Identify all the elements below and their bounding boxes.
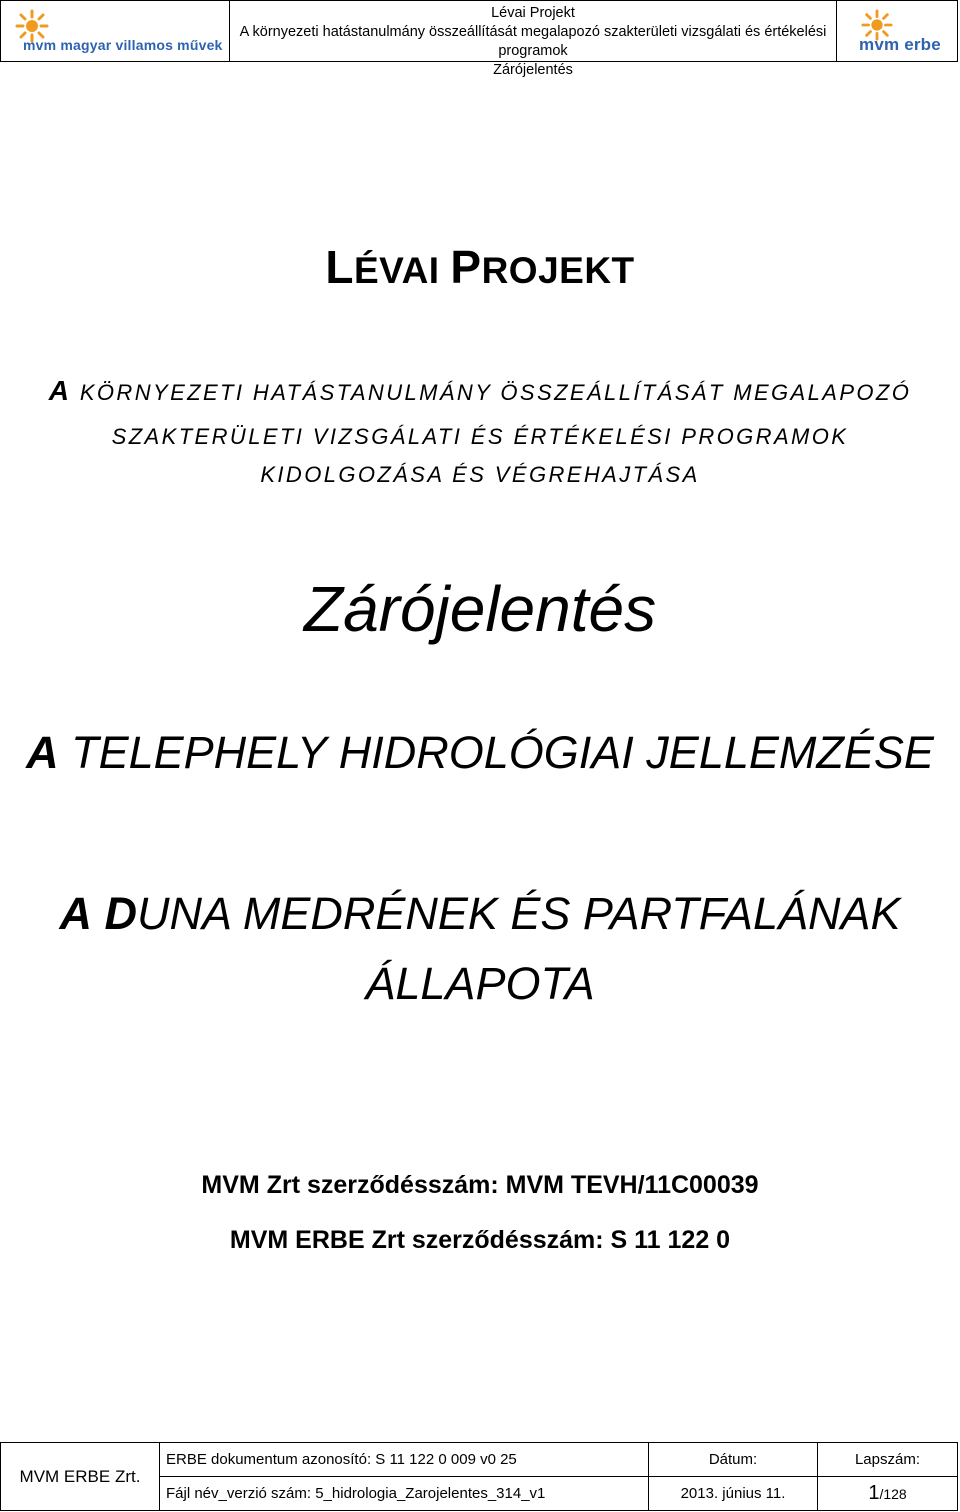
program-line-2: SZAKTERÜLETI VIZSGÁLATI ÉS ÉRTÉKELÉSI PROGRAMOK bbox=[111, 424, 849, 449]
program-line-1: A KÖRNYEZETI HATÁSTANULMÁNY ÖSSZEÁLLÍTÁSÁT MEGALAPOZÓ bbox=[48, 375, 912, 406]
mvm-contract-number: MVM Zrt szerződésszám: MVM TEVH/11C00039 bbox=[201, 1171, 759, 1199]
subject-title: A TELEPHELY HIDROLÓGIAI JELLEMZÉSE bbox=[26, 727, 934, 778]
page-header bbox=[0, 0, 958, 78]
topic-line-2: ÁLLAPOTA bbox=[365, 958, 595, 1009]
right-logo-text: mvm erbe bbox=[859, 35, 941, 54]
topic-line-1: A DUNA MEDRÉNEK ÉS PARTFALÁNAK bbox=[59, 888, 901, 939]
header-right-logo-cell bbox=[836, 1, 957, 61]
header-titles bbox=[230, 1, 836, 78]
header-program: A környezeti hatástanulmány összeállítását megalapozó szakterületi vizsgálati és értékelési programok bbox=[239, 24, 827, 59]
footer-company: MVM ERBE Zrt. bbox=[1, 1443, 160, 1511]
erbe-contract-number: MVM ERBE Zrt szerződésszám: S 11 122 0 bbox=[229, 1226, 731, 1254]
footer-date: 2013. június 11. bbox=[649, 1477, 818, 1511]
footer-doc-id: ERBE dokumentum azonosító: S 11 122 0 009 v0 25 bbox=[160, 1443, 649, 1477]
footer-date-label: Dátum: bbox=[649, 1443, 818, 1477]
footer-file-name: Fájl név_verzió szám: 5_hidrologia_Zarojelentes_314_v1 bbox=[160, 1477, 649, 1511]
page-footer bbox=[0, 1442, 958, 1511]
left-logo-text: mvm magyar villamos művek bbox=[23, 37, 223, 53]
header-report: Zárójelentés bbox=[493, 62, 573, 78]
footer-page-number: 1/128 bbox=[818, 1477, 958, 1511]
program-line-3: KIDOLGOZÁSA ÉS VÉGREHAJTÁSA bbox=[260, 462, 700, 487]
footer-page-label: Lapszám: bbox=[818, 1443, 958, 1477]
header-left-logo-cell bbox=[1, 1, 230, 61]
report-type: Zárójelentés bbox=[303, 573, 657, 645]
project-title: LÉVAI PROJEKT bbox=[325, 241, 635, 293]
header-project: Lévai Projekt bbox=[491, 5, 575, 21]
